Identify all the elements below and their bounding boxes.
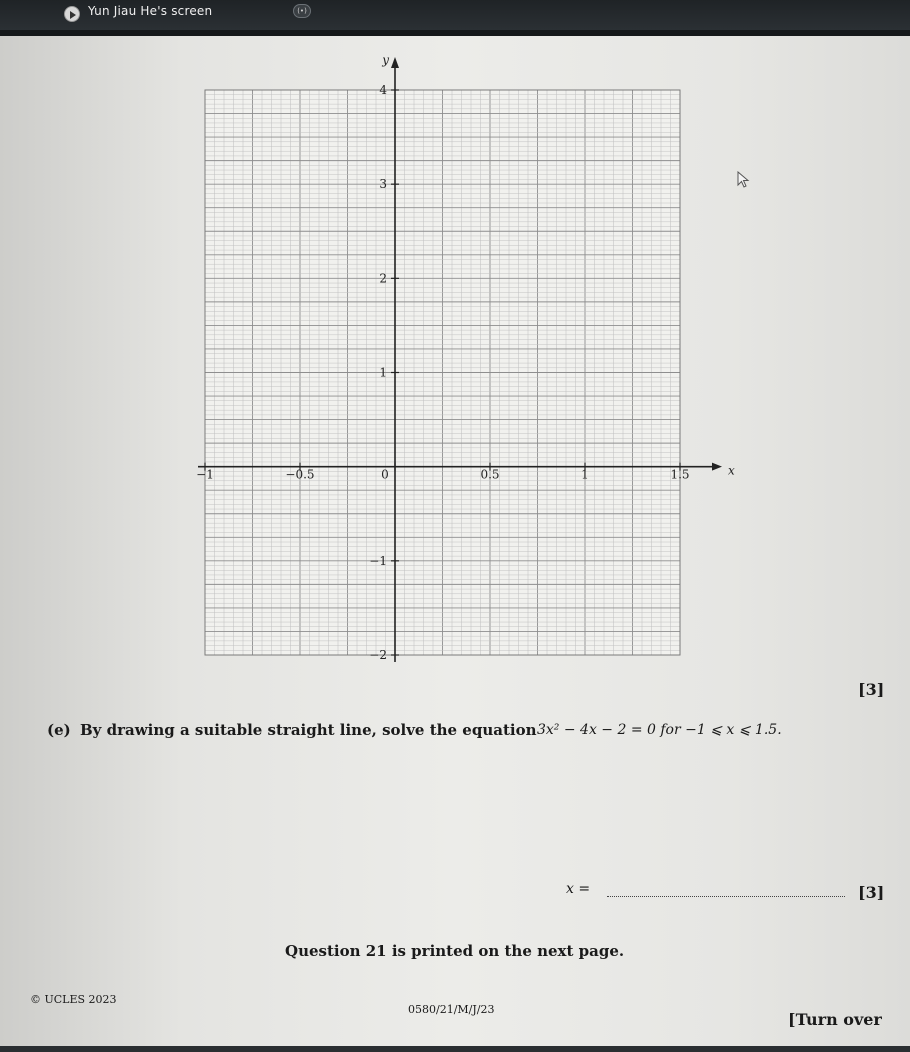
y-tick-label: −1 [369,553,387,568]
y-tick-label: 2 [379,271,387,286]
x-tick-label: 0 [381,467,389,482]
x-tick-label: −1 [196,467,214,482]
question-equation: 3x² − 4x − 2 = 0 for −1 ⩽ x ⩽ 1.5. [537,722,782,738]
y-tick-label: 3 [379,177,387,192]
y-tick-label: 4 [379,83,387,97]
x-tick-label: 1 [581,467,589,482]
y-tick-label: −2 [369,648,387,662]
x-tick-label: 0.5 [480,467,500,482]
answer-label: x = [566,881,591,897]
next-page-note: Question 21 is printed on the next page. [285,942,625,960]
question-instruction: By drawing a suitable straight line, solve the equation [80,721,537,739]
x-axis-arrow-icon [712,463,722,471]
question-part-label: (e) [47,721,71,739]
screen-share-title: Yun Jiau He's screen [88,4,213,18]
mark-previous-part: [3] [858,680,885,699]
copyright: © UCLES 2023 [30,993,117,1006]
x-tick-label: −0.5 [285,467,315,482]
question-mark: [3] [858,883,885,902]
y-axis-arrow-icon [391,57,399,68]
grid-lines [205,90,680,655]
y-tick-label: 1 [379,365,387,380]
turn-over: [Turn over [788,1010,882,1029]
x-tick-label: 1.5 [670,467,690,482]
mouse-pointer-icon [737,171,751,189]
x-axis-label: x [728,463,735,478]
answer-line[interactable] [607,896,845,897]
y-axis-label: y [382,53,389,67]
paper-code: 0580/21/M/J/23 [408,1003,495,1016]
recording-indicator-icon: (•) [293,4,311,18]
